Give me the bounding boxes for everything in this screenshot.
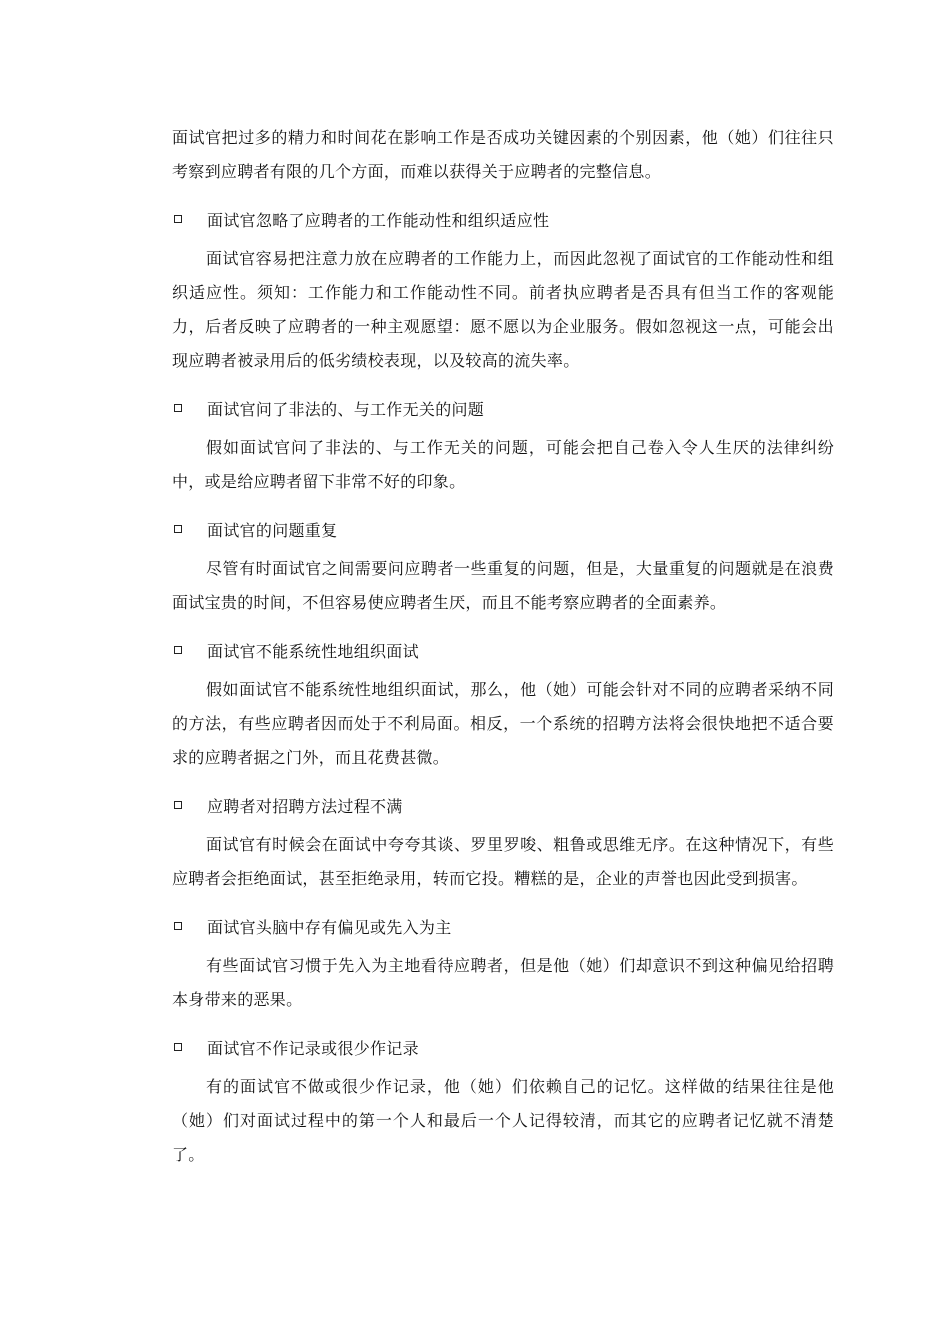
section-bias — [172, 909, 834, 1017]
section-heading-text: 面试官忽略了应聘者的工作能动性和组织适应性 — [207, 210, 550, 230]
checkbox-bullet-icon — [174, 404, 182, 412]
checkbox-bullet-icon — [174, 1043, 182, 1051]
section-body: 有些面试官习惯于先入为主地看待应聘者，但是他（她）们却意识不到这种偏见给招聘本身带来的恶果。 — [172, 956, 834, 1009]
section-body: 假如面试官不能系统性地组织面试，那么，他（她）可能会针对不同的应聘者采纳不同的方法，有些应聘者因而处于不利局面。相反，一个系统的招聘方法将会很快地把不适合要求的应聘者据之门外，而且花费甚微。 — [172, 680, 834, 767]
checkbox-bullet-icon — [174, 922, 182, 930]
checkbox-bullet-icon — [174, 215, 182, 223]
section-unsystematic-interview — [172, 633, 834, 775]
section-heading — [172, 391, 834, 425]
section-heading — [172, 909, 834, 943]
section-heading — [172, 788, 834, 822]
checkbox-bullet-icon — [174, 801, 182, 809]
section-heading-text: 应聘者对招聘方法过程不满 — [207, 796, 403, 816]
section-body: 面试官容易把注意力放在应聘者的工作能力上，而因此忽视了面试官的工作能动性和组织适应性。须知：工作能力和工作能动性不同。前者执应聘者是否具有但当工作的客观能力，后者反映了应聘者的一种主观愿望：愿不愿以为企业服务。假如忽视这一点，可能会出现应聘者被录用后的低劣绩校表现，以及较高的流失率。 — [172, 249, 834, 370]
section-heading-text: 面试官不能系统性地组织面试 — [207, 641, 419, 661]
checkbox-bullet-icon — [174, 525, 182, 533]
section-heading — [172, 633, 834, 667]
section-repeated-questions — [172, 512, 834, 620]
checkbox-bullet-icon — [174, 646, 182, 654]
section-heading-text: 面试官的问题重复 — [207, 520, 338, 540]
section-heading — [172, 512, 834, 546]
section-body: 有的面试官不做或很少作记录，他（她）们依赖自己的记忆。这样做的结果往往是他（她）们对面试过程中的第一个人和最后一个人记得较清，而其它的应聘者记忆就不清楚了。 — [172, 1077, 834, 1164]
section-heading-text: 面试官头脑中存有偏见或先入为主 — [207, 917, 452, 937]
intro-paragraph: 面试官把过多的精力和时间花在影响工作是否成功关键因素的个别因素，他（她）们往往只考察到应聘者有限的几个方面，而难以获得关于应聘者的完整信息。 — [172, 128, 834, 181]
document-page — [172, 121, 834, 1172]
section-applicant-dissatisfied — [172, 788, 834, 896]
section-heading-text: 面试官不作记录或很少作记录 — [207, 1038, 419, 1058]
section-body: 面试官有时候会在面试中夸夸其谈、罗里罗唆、粗鲁或思维无序。在这种情况下，有些应聘者会拒绝面试，甚至拒绝录用，转而它投。糟糕的是，企业的声誉也因此受到损害。 — [172, 835, 834, 888]
section-ignore-motivation — [172, 202, 834, 378]
section-no-notes — [172, 1030, 834, 1172]
section-heading — [172, 202, 834, 236]
section-body: 假如面试官问了非法的、与工作无关的问题，可能会把自己卷入令人生厌的法律纠纷中，或是给应聘者留下非常不好的印象。 — [172, 438, 834, 491]
section-illegal-questions — [172, 391, 834, 499]
section-body: 尽管有时面试官之间需要问应聘者一些重复的问题，但是，大量重复的问题就是在浪费面试宝贵的时间，不但容易使应聘者生厌，而且不能考察应聘者的全面素养。 — [172, 559, 834, 612]
section-heading — [172, 1030, 834, 1064]
section-heading-text: 面试官问了非法的、与工作无关的问题 — [207, 399, 485, 419]
